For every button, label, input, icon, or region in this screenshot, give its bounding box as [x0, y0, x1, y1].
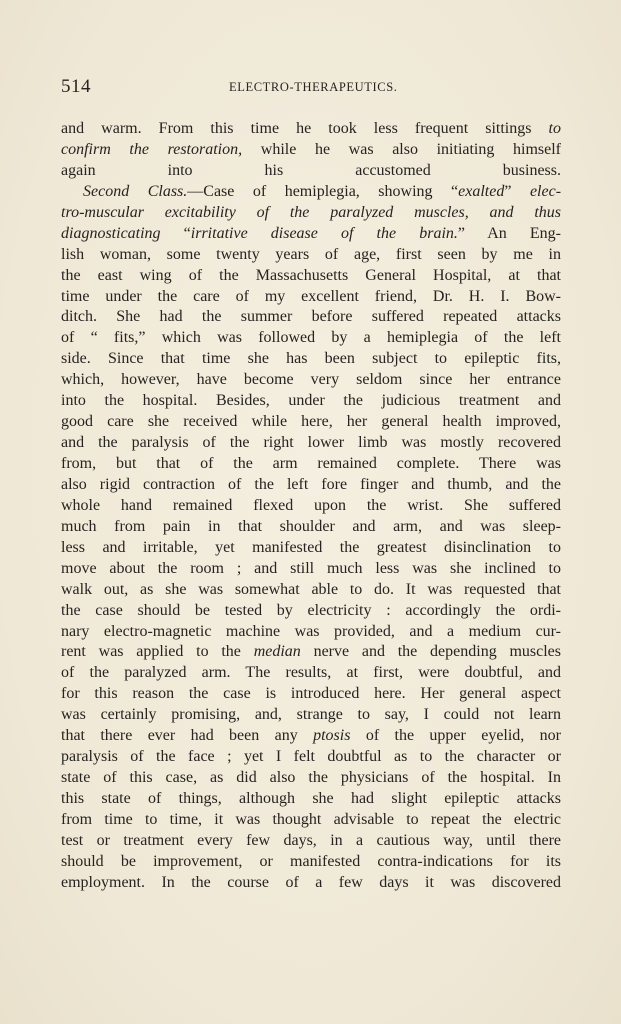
text-line	[61, 433, 561, 454]
text-segment: nerve and the depending muscles	[300, 643, 562, 661]
running-head	[61, 76, 561, 100]
text-segment: less and irritable, yet manifested the greatest disinclination to	[61, 538, 561, 556]
text-segment: test or treatment every few days, in a cautious way, until there	[61, 831, 561, 849]
text-segment: while he was also initiating himself	[242, 140, 562, 158]
text-segment: into the hospital. Besides, under the judicious treatment and	[61, 392, 561, 410]
text-segment: of “ fits,” which was followed by a hemiplegia of the left	[61, 329, 561, 347]
text-line	[61, 726, 561, 747]
text-line	[61, 580, 561, 601]
text-segment: also rigid contraction of the left fore finger and thumb, and the	[61, 475, 561, 493]
text-line	[61, 768, 561, 789]
text-line	[61, 391, 561, 412]
text-segment: for this reason the case is introduced here. Her general aspect	[61, 685, 561, 703]
text-line	[61, 182, 561, 203]
text-line	[61, 307, 561, 328]
text-segment: side. Since that time she has been subject to epileptic fits,	[61, 350, 561, 368]
text-segment: and the paralysis of the right lower limb was mostly recovered	[61, 434, 561, 452]
text-line	[61, 517, 561, 538]
text-segment: state of this case, as did also the physicians of the hospital. In	[61, 769, 561, 787]
text-segment: this state of things, although she had slight epileptic attacks	[61, 790, 561, 807]
italic-text: exalted	[458, 182, 505, 200]
text-segment: ” An Eng-	[457, 224, 561, 242]
text-segment: move about the room ; and still much less was she inclined to	[61, 559, 561, 577]
running-title: ELECTRO-THERAPEUTICS.	[229, 80, 398, 94]
text-segment: ditch. She had the summer before suffered repeated attacks	[61, 308, 561, 326]
text-segment: again into his accustomed business.	[61, 161, 561, 179]
italic-text: diagnosticating	[61, 224, 161, 242]
text-line	[61, 831, 561, 852]
text-line	[61, 705, 561, 726]
italic-text: to	[548, 120, 561, 137]
italic-text: irritative disease of the brain.	[190, 224, 458, 242]
text-line	[61, 266, 561, 287]
text-line	[61, 454, 561, 475]
text-line	[61, 412, 561, 433]
text-segment: —Case of hemiplegia, showing “	[187, 182, 459, 200]
text-line	[61, 747, 561, 768]
text-segment: should be improvement, or manifested contra-indications for its	[61, 852, 561, 870]
text-segment: of the upper eyelid, nor	[350, 727, 562, 745]
text-line	[61, 370, 561, 391]
text-line	[61, 475, 561, 496]
text-segment: nary electro-magnetic machine was provided, and a medium cur-	[61, 622, 561, 640]
italic-text: Second Class.	[83, 182, 188, 200]
text-line	[61, 349, 561, 370]
italic-text: median	[253, 643, 301, 661]
text-line	[61, 245, 561, 266]
text-segment: rent was applied to the	[61, 643, 254, 661]
text-segment: paralysis of the face ; yet I felt doubtful as to the character or	[61, 748, 561, 766]
text-line	[61, 622, 561, 643]
italic-text: confirm the restoration,	[61, 140, 243, 158]
text-segment: “	[160, 224, 191, 242]
text-line	[61, 224, 561, 245]
page-number: 514	[61, 76, 91, 97]
text-segment: the case should be tested by electricity : accordingly the ordi-	[61, 601, 561, 619]
text-segment: whole hand remained flexed upon the wrist. She suffered	[61, 496, 561, 514]
text-segment: ”	[504, 182, 530, 200]
text-line	[61, 663, 561, 684]
text-segment: that there ever had been any	[61, 727, 314, 745]
text-segment: much from pain in that shoulder and arm, and was sleep-	[61, 517, 561, 535]
text-segment: which, however, have become very seldom since her entrance	[61, 371, 561, 389]
text-segment: the east wing of the Massachusetts General Hospital, at that	[61, 266, 561, 284]
text-segment: was certainly promising, and, strange to say, I could not learn	[61, 706, 561, 724]
text-line	[61, 852, 561, 873]
text-segment: from, but that of the arm remained complete. There was	[61, 455, 561, 472]
text-line	[61, 789, 561, 810]
text-line	[61, 873, 561, 894]
text-line	[61, 140, 561, 161]
text-segment: time under the care of my excellent friend, Dr. H. I. Bow-	[61, 287, 561, 305]
text-line	[61, 642, 561, 663]
text-line	[61, 684, 561, 705]
text-line	[61, 496, 561, 517]
text-line	[61, 203, 561, 224]
text-segment: lish woman, some twenty years of age, first seen by me in	[61, 245, 561, 263]
italic-text: elec-	[529, 182, 562, 200]
text-segment: employment. In the course of a few days it was discovered	[61, 873, 561, 891]
italic-text: tro-muscular excitability of the paralyzed muscles, and thus	[61, 203, 561, 221]
text-segment: from time to time, it was thought advisable to repeat the electric	[61, 810, 561, 828]
text-line	[61, 161, 561, 182]
text-line	[61, 810, 561, 831]
text-segment: of the paralyzed arm. The results, at first, were doubtful, and	[61, 664, 561, 682]
text-segment: good care she received while here, her general health improved,	[61, 413, 561, 431]
text-line	[61, 559, 561, 580]
text-line	[61, 287, 561, 308]
text-line	[61, 328, 561, 349]
italic-text: ptosis	[313, 727, 351, 745]
text-segment: walk out, as she was somewhat able to do. It was requested that	[61, 580, 561, 598]
text-segment: and warm. From this time he took less frequent sittings	[61, 120, 549, 137]
text-line	[61, 601, 561, 622]
text-line	[61, 538, 561, 559]
text-line	[61, 119, 561, 140]
body-text	[61, 119, 561, 894]
